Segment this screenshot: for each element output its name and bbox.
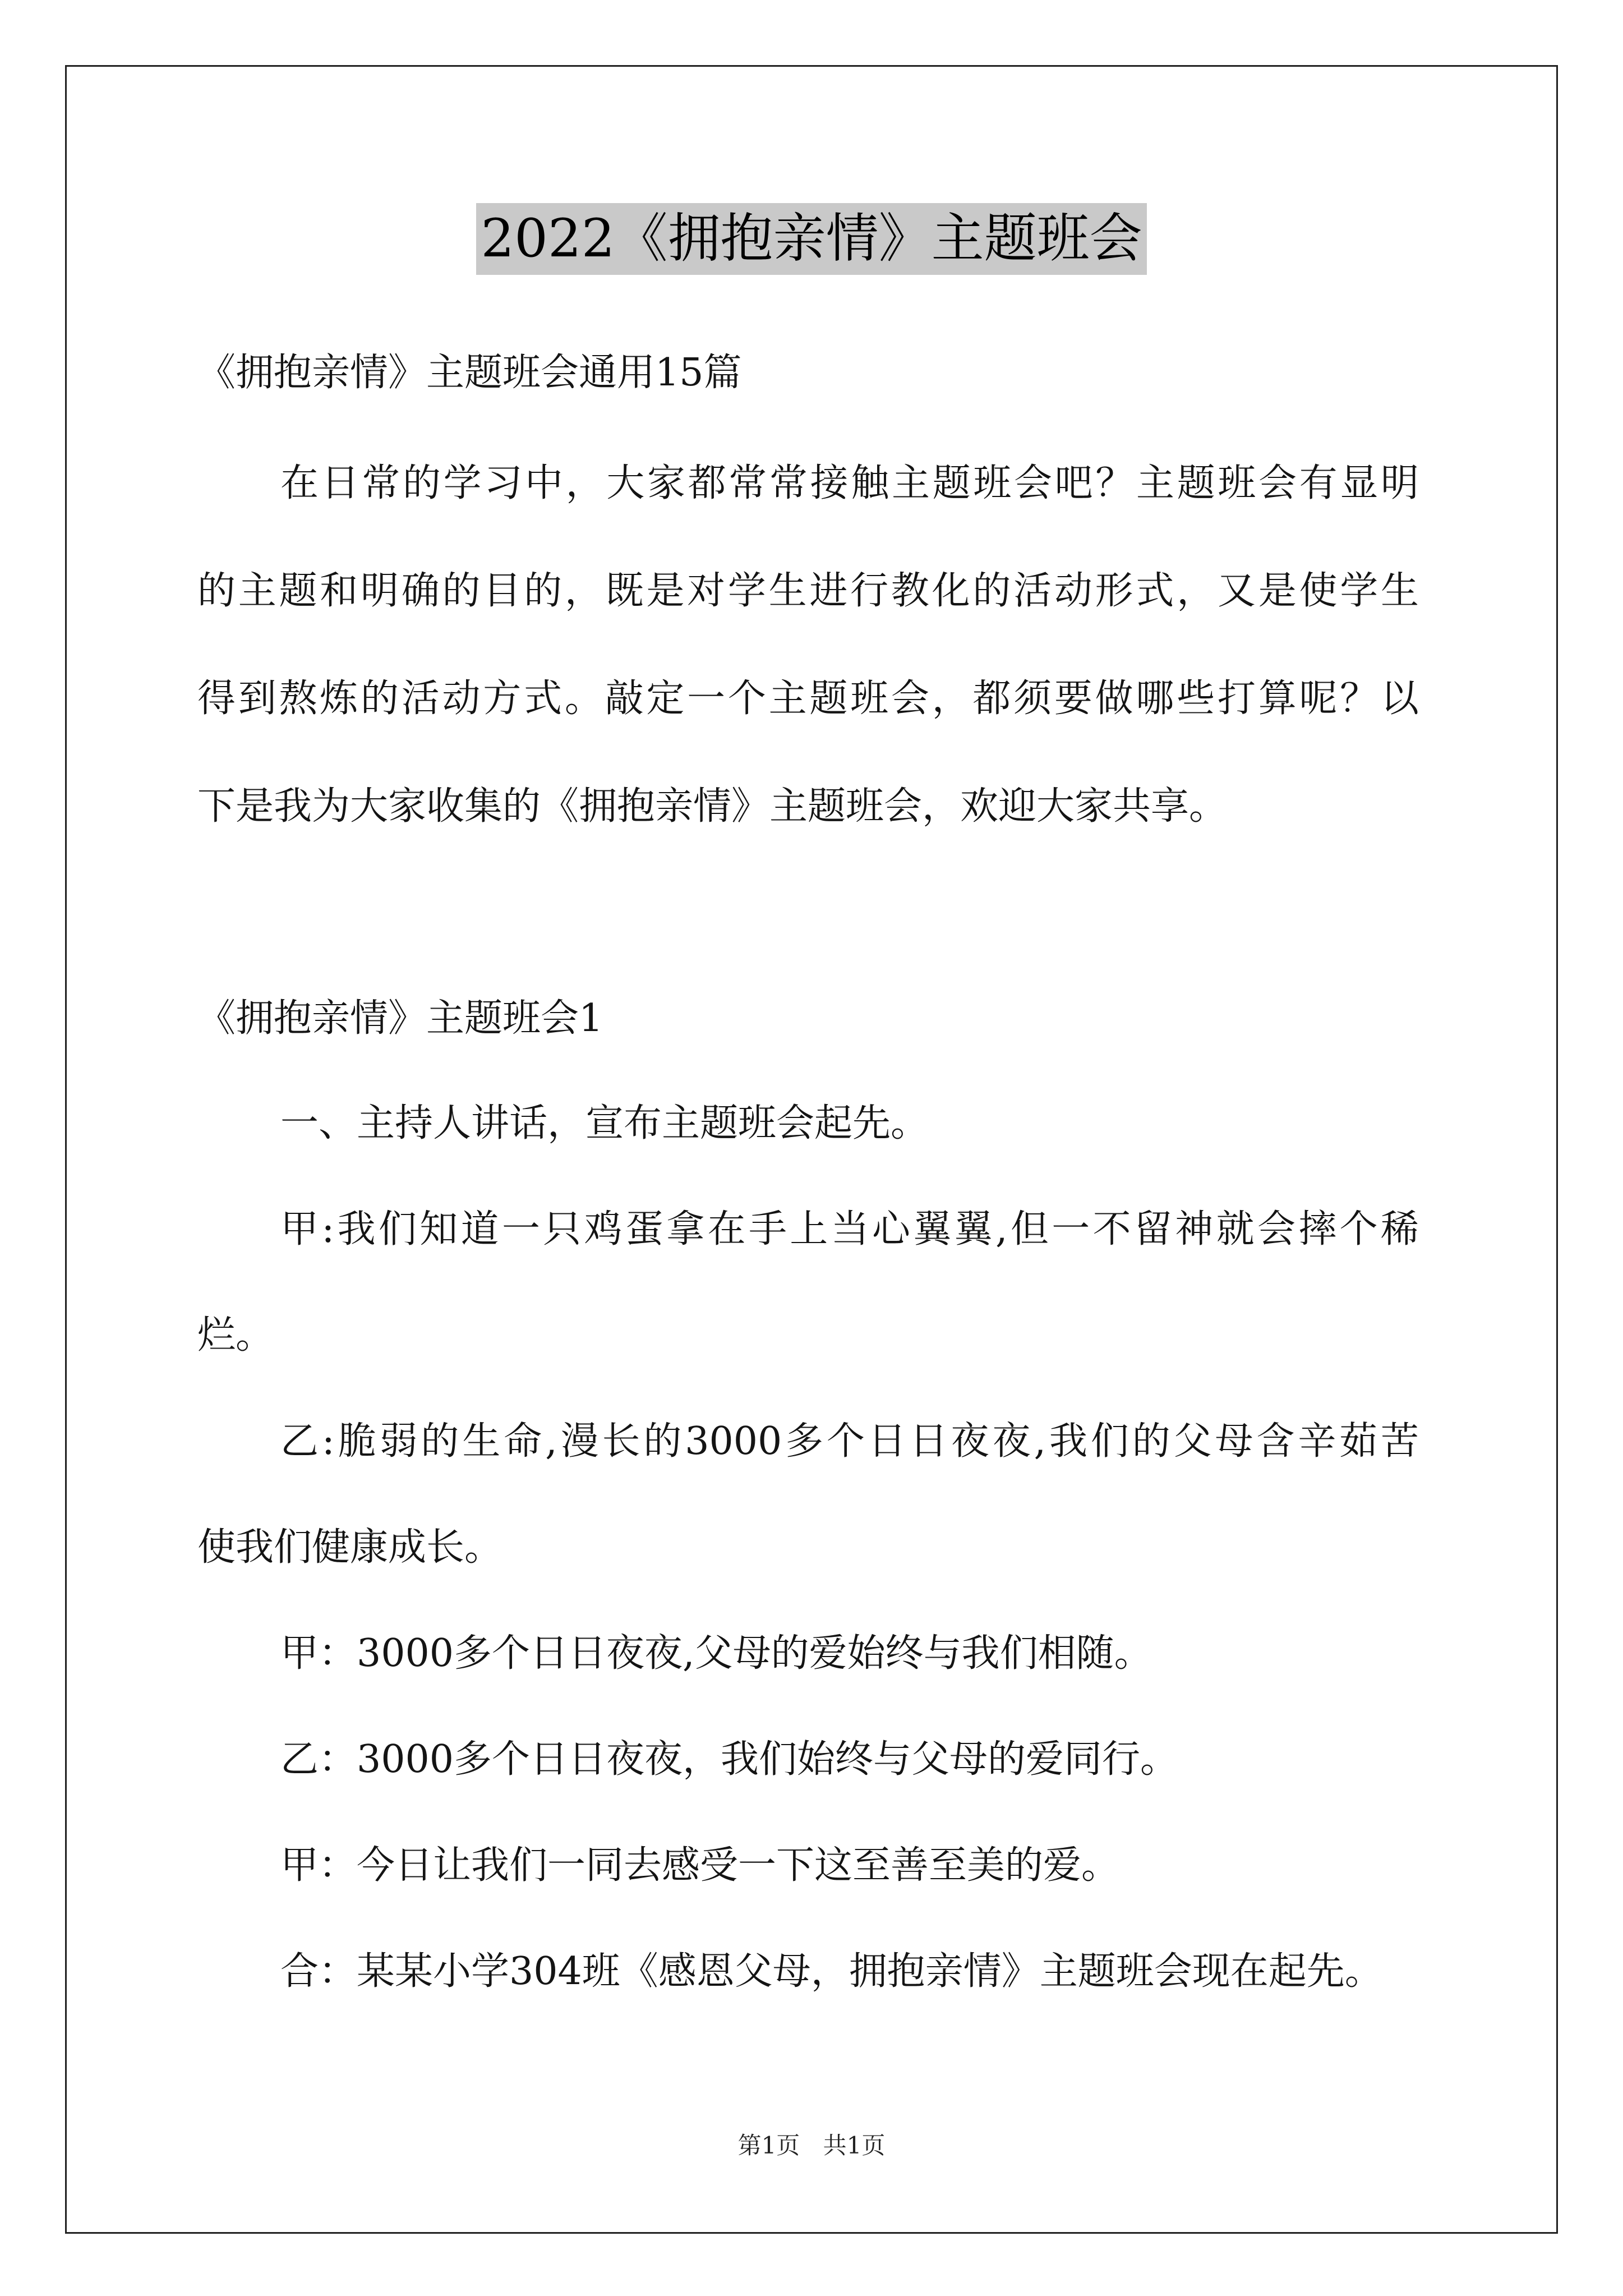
body-line-7: 乙：3000多个日日夜夜，我们始终与父母的爱同行。 [280,1737,1179,1782]
body-line-3: 烂。 [197,1313,274,1358]
intro-line-3: 得到熬炼的活动方式。敲定一个主题班会，都须要做哪些打算呢？以 [197,677,1419,721]
body-line-1: 一、主持人讲话，宣布主题班会起先。 [280,1101,929,1145]
body-line-6: 甲：3000多个日日夜夜,父母的爱始终与我们相随。 [280,1631,1152,1676]
body-line-2: 甲:我们知道一只鸡蛋拿在手上当心翼翼,但一不留神就会摔个稀 [280,1207,1419,1251]
body-line-8: 甲：今日让我们一同去感受一下这至善至美的爱。 [280,1843,1120,1888]
page-number-current: 第1页 [737,2132,800,2159]
section-heading: 《拥抱亲情》主题班会1 [197,996,603,1041]
intro-line-1: 在日常的学习中，大家都常常接触主题班会吧？主题班会有显明 [280,461,1419,505]
intro-line-2: 的主题和明确的目的，既是对学生进行教化的活动形式，又是使学生 [197,569,1419,613]
title-container [0,203,1623,275]
body-line-4: 乙:脆弱的生命,漫长的3000多个日日夜夜,我们的父母含辛茹苦 [280,1419,1419,1464]
page-number-total: 共1页 [823,2132,886,2159]
intro-line-4: 下是我为大家收集的《拥抱亲情》主题班会，欢迎大家共享。 [197,784,1228,829]
body-line-9: 合：某某小学304班《感恩父母，拥抱亲情》主题班会现在起先。 [280,1949,1383,1994]
document-subtitle: 《拥抱亲情》主题班会通用15篇 [197,351,742,395]
body-line-5: 使我们健康成长。 [197,1525,503,1570]
document-title: 2022《拥抱亲情》主题班会 [476,203,1146,275]
page-footer [0,2127,1623,2161]
